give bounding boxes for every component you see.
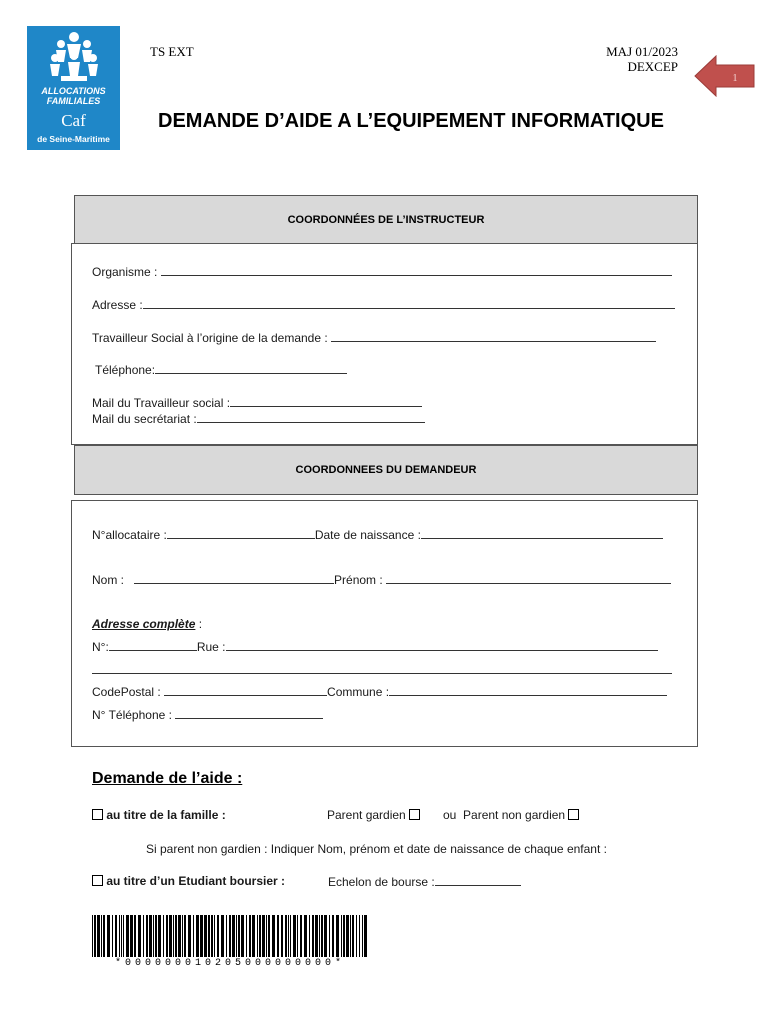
barcode-bar	[178, 915, 181, 957]
barcode-bar	[226, 915, 227, 957]
famille-checkbox[interactable]	[92, 809, 103, 820]
field-telephone-instructeur[interactable]	[95, 362, 347, 377]
barcode-bar	[266, 915, 267, 957]
barcode-bar	[112, 915, 113, 957]
field-telephone-demandeur[interactable]	[92, 707, 323, 722]
caf-logo	[27, 26, 120, 150]
barcode-bar	[246, 915, 247, 957]
barcode-bar	[312, 915, 314, 957]
barcode-bar	[359, 915, 360, 957]
field-label: Commune :	[327, 685, 390, 699]
field-label: Mail du secrétariat :	[92, 412, 197, 426]
option-etudiant[interactable]	[92, 874, 285, 888]
barcode-bar	[184, 915, 186, 957]
parent-gardien-checkbox[interactable]	[409, 809, 420, 820]
field-label: Adresse :	[92, 298, 143, 312]
form-code: DEXCEP	[627, 59, 678, 74]
barcode-bar	[173, 915, 174, 957]
option-label: Parent gardien	[327, 808, 406, 822]
barcode-bar	[343, 915, 345, 957]
option-famille[interactable]	[92, 808, 226, 822]
barcode-bar	[304, 915, 307, 957]
field-blank[interactable]	[175, 707, 323, 719]
field-blank[interactable]	[386, 572, 671, 584]
section-title: COORDONNÉES DE L’INSTRUCTEUR	[287, 214, 485, 226]
field-label: N° Téléphone :	[92, 708, 176, 722]
option-parent-gardien[interactable]	[327, 808, 420, 822]
barcode-bar	[149, 915, 152, 957]
barcode-bar	[138, 915, 141, 957]
field-label: N°allocataire :	[92, 528, 167, 542]
field-codepostal-commune[interactable]	[92, 684, 667, 699]
field-label-colon: :	[195, 617, 203, 631]
demande-aide-heading	[92, 770, 242, 788]
section-title: COORDONNEES DU DEMANDEUR	[295, 464, 477, 476]
field-nom-prenom[interactable]	[92, 572, 671, 587]
barcode-bar	[123, 915, 124, 957]
barcode-bar	[277, 915, 279, 957]
barcode-bar	[221, 915, 224, 957]
barcode-bar	[297, 915, 298, 957]
barcode-bar	[364, 915, 367, 957]
barcode-bar	[288, 915, 289, 957]
field-blank[interactable]	[109, 639, 197, 651]
barcode-bar	[232, 915, 235, 957]
barcode-bar	[300, 915, 302, 957]
field-mail-travailleur[interactable]	[92, 395, 422, 410]
barcode-bar	[92, 915, 93, 957]
field-blank[interactable]	[389, 684, 667, 696]
family-figures-icon	[47, 30, 101, 86]
field-blank[interactable]	[331, 330, 656, 342]
field-mail-secretariat[interactable]	[92, 411, 425, 426]
barcode-bar	[336, 915, 339, 957]
field-label: Mail du Travailleur social :	[92, 396, 231, 410]
barcode-bar	[281, 915, 283, 957]
barcode-bar	[350, 915, 351, 957]
barcode-bar	[252, 915, 255, 957]
barcode-bar	[272, 915, 275, 957]
barcode-bar	[193, 915, 194, 957]
barcode-bar	[257, 915, 258, 957]
barcode-bar	[290, 915, 291, 957]
barcode-bar	[155, 915, 157, 957]
barcode-bar	[268, 915, 270, 957]
barcode-bar	[321, 915, 323, 957]
field-blank[interactable]	[435, 874, 521, 886]
barcode-bar	[262, 915, 265, 957]
barcode-bar	[97, 915, 100, 957]
option-label: au titre de la famille :	[106, 808, 226, 822]
barcode-bar	[214, 915, 215, 957]
heading-text: Demande de l’aide :	[92, 770, 243, 787]
field-label: Organisme :	[92, 265, 161, 279]
barcode-bar	[236, 915, 237, 957]
version-date: MAJ 01/2023	[606, 44, 678, 59]
barcode-bar	[356, 915, 357, 957]
version-block	[560, 44, 678, 74]
barcode-bar	[169, 915, 172, 957]
page-marker-number: 1	[732, 73, 738, 84]
field-adresse-instructeur[interactable]	[92, 297, 675, 312]
barcode-bar	[115, 915, 117, 957]
etudiant-checkbox[interactable]	[92, 875, 103, 886]
field-organisme[interactable]	[92, 264, 672, 279]
barcode-bar	[249, 915, 251, 957]
field-blank[interactable]	[230, 395, 422, 407]
barcode-bar	[158, 915, 161, 957]
barcode-bar	[241, 915, 244, 957]
barcode-bar	[238, 915, 240, 957]
logo-tagline: ALLOCATIONS FAMILIALES	[41, 86, 106, 106]
logo-brand: Caf	[61, 111, 86, 130]
barcode-bar	[119, 915, 120, 957]
parent-non-gardien-checkbox[interactable]	[568, 809, 579, 820]
form-category: TS EXT	[150, 44, 194, 59]
barcode-bar	[319, 915, 320, 957]
barcode-bar	[362, 915, 363, 957]
barcode-bar	[217, 915, 219, 957]
barcode-bar	[153, 915, 154, 957]
barcode-bar	[204, 915, 207, 957]
barcode-bar	[259, 915, 261, 957]
barcode-bar	[121, 915, 122, 957]
barcode-bar	[352, 915, 354, 957]
field-blank[interactable]	[134, 572, 334, 584]
barcode-bar	[130, 915, 133, 957]
barcode-bar	[315, 915, 318, 957]
field-label: Echelon de bourse :	[328, 875, 435, 889]
barcode-bar	[208, 915, 210, 957]
barcode-bar	[324, 915, 327, 957]
barcode-bar	[188, 915, 191, 957]
field-label: Rue :	[196, 640, 226, 654]
barcode-bar	[103, 915, 105, 957]
barcode-bar	[94, 915, 96, 957]
instruction-text: Si parent non gardien : Indiquer Nom, prénom et date de naissance de chaque enfant :	[146, 842, 607, 856]
barcode-bar	[107, 915, 110, 957]
field-blank[interactable]	[161, 264, 672, 276]
field-blank[interactable]	[226, 639, 658, 651]
barcode-bar	[196, 915, 199, 957]
field-blank[interactable]	[164, 684, 327, 696]
field-label: Nom :	[92, 573, 125, 587]
barcode-bar	[143, 915, 144, 957]
barcode-bar	[309, 915, 310, 957]
barcode-bar	[211, 915, 213, 957]
field-blank[interactable]	[143, 297, 675, 309]
barcode	[92, 915, 368, 959]
logo-department: de Seine-Maritime	[37, 134, 110, 144]
barcode-bar	[134, 915, 136, 957]
adresse-complete-label	[92, 617, 202, 631]
field-adresse-extra-line[interactable]	[92, 673, 672, 674]
field-label: Téléphone:	[95, 363, 156, 377]
field-travailleur-social[interactable]	[92, 330, 656, 345]
barcode-text: *000000010205000000000*	[114, 958, 346, 969]
barcode-bar	[163, 915, 164, 957]
barcode-bar	[166, 915, 168, 957]
field-label: Travailleur Social à l’origine de la demande :	[92, 331, 332, 345]
field-numero-rue[interactable]	[92, 639, 658, 654]
field-label: Prénom :	[334, 573, 387, 587]
barcode-bar	[293, 915, 296, 957]
barcode-bar	[126, 915, 129, 957]
barcode-bar	[346, 915, 349, 957]
barcode-bar	[182, 915, 183, 957]
field-blank[interactable]	[421, 527, 663, 539]
barcode-bar	[175, 915, 177, 957]
section-header-demandeur	[74, 445, 698, 495]
field-blank[interactable]	[155, 362, 347, 374]
field-label: Adresse complète	[92, 617, 196, 631]
barcode-bar	[329, 915, 330, 957]
document-title: DEMANDE D’AIDE A L’EQUIPEMENT INFORMATIQUE	[158, 110, 664, 132]
barcode-bar	[200, 915, 203, 957]
barcode-bar	[146, 915, 148, 957]
option-parent-non-gardien[interactable]	[443, 808, 579, 822]
barcode-bar	[101, 915, 102, 957]
field-allocataire[interactable]	[92, 527, 663, 542]
field-blank[interactable]	[167, 527, 315, 539]
field-label: Date de naissance :	[314, 528, 421, 542]
field-label: CodePostal :	[92, 685, 165, 699]
section-header-instructeur	[74, 195, 698, 245]
barcode-bar	[229, 915, 231, 957]
field-blank[interactable]	[197, 411, 425, 423]
option-label: ou Parent non gardien	[443, 808, 566, 822]
field-label: N°:	[92, 640, 109, 654]
page-marker-arrow-icon	[694, 55, 756, 97]
barcode-bar	[341, 915, 342, 957]
option-label: au titre d’un Etudiant boursier :	[106, 874, 286, 888]
barcode-bar	[285, 915, 287, 957]
field-echelon-bourse[interactable]	[328, 874, 521, 889]
barcode-bar	[332, 915, 334, 957]
